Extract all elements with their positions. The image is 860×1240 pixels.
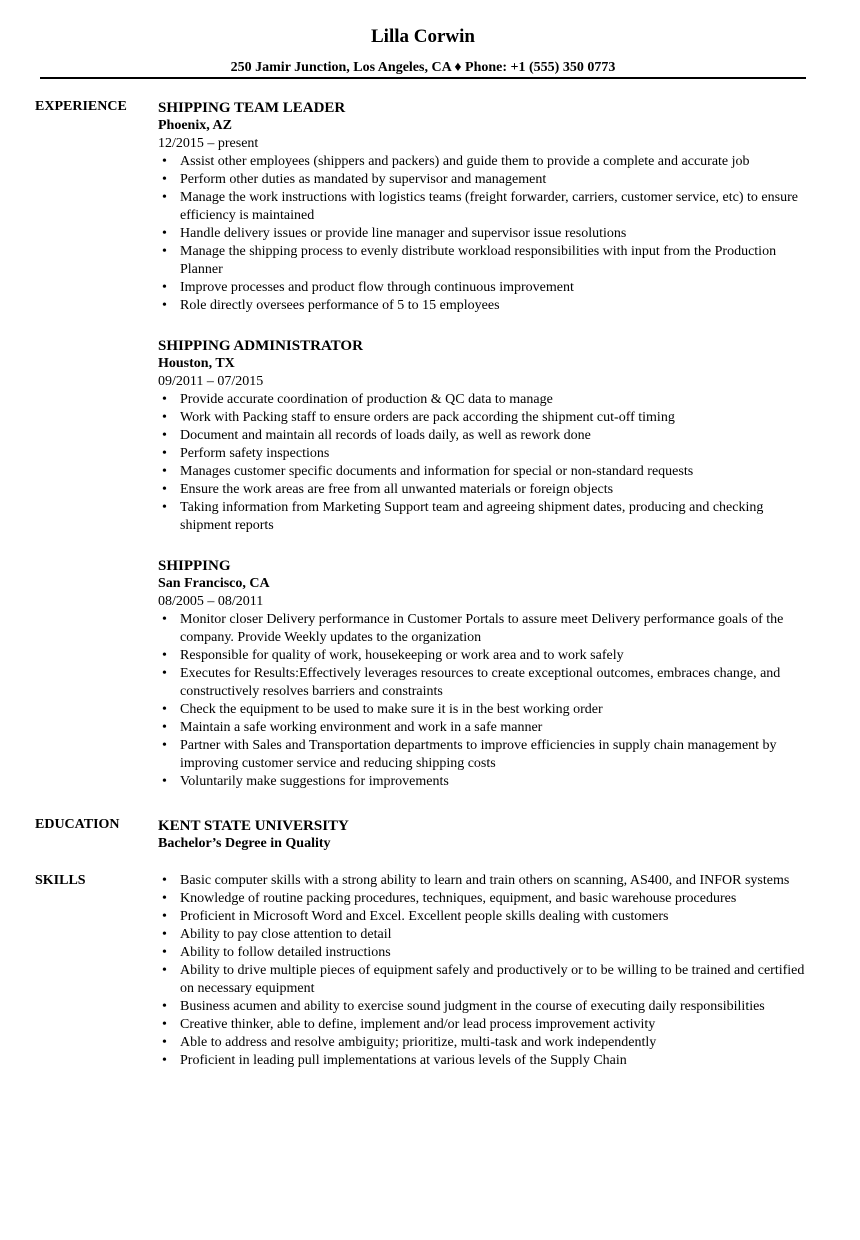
list-item: • Check the equipment to be used to make sure it is in the best working order: [180, 701, 818, 719]
list-item: • Able to address and resolve ambiguity; prioritize, multi-task and work independently: [180, 1034, 818, 1052]
education-heading: EDUCATION: [35, 817, 120, 832]
list-item: • Monitor closer Delivery performance in Customer Portals to assure meet Delivery performance goals of the company. Provide Weekly updates to the organization: [180, 611, 818, 647]
skills-list: [158, 872, 818, 1070]
list-item: • Ability to pay close attention to detail: [180, 926, 818, 944]
job-entry: [158, 557, 818, 791]
job-entry: [158, 337, 818, 535]
job-dates: 12/2015 – present: [158, 136, 259, 151]
list-item: • Perform other duties as mandated by supervisor and management: [180, 171, 818, 189]
list-item: • Role directly oversees performance of 5 to 15 employees: [180, 297, 818, 315]
job-location: Houston, TX: [158, 356, 235, 371]
list-item: • Ability to drive multiple pieces of equipment safely and productively or to be willing to be trained and certified on necessary equipment: [180, 962, 818, 998]
job-location: San Francisco, CA: [158, 576, 270, 591]
education-entry: [158, 817, 818, 853]
candidate-name: Lilla Corwin: [371, 26, 475, 47]
list-item: • Handle delivery issues or provide line manager and supervisor issue resolutions: [180, 225, 818, 243]
list-item: • Knowledge of routine packing procedures, techniques, equipment, and basic warehouse procedures: [180, 890, 818, 908]
job-bullets: [158, 611, 818, 791]
list-item: • Basic computer skills with a strong ability to learn and train others on scanning, AS400, and INFOR systems: [180, 872, 818, 890]
job-title: SHIPPING TEAM LEADER: [158, 100, 346, 116]
list-item: • Voluntarily make suggestions for improvements: [180, 773, 818, 791]
school-name: KENT STATE UNIVERSITY: [158, 818, 349, 834]
contact-line: 250 Jamir Junction, Los Angeles, CA ♦ Phone: +1 (555) 350 0773: [230, 60, 616, 75]
skills-bullets: [158, 872, 818, 1070]
job-bullets: [158, 153, 818, 315]
list-item: • Maintain a safe working environment and work in a safe manner: [180, 719, 818, 737]
list-item: • Ensure the work areas are free from all unwanted materials or foreign objects: [180, 481, 818, 499]
list-item: • Proficient in Microsoft Word and Excel. Excellent people skills dealing with customers: [180, 908, 818, 926]
list-item: • Manage the shipping process to evenly distribute workload responsibilities with input from the Production Planner: [180, 243, 818, 279]
job-title: SHIPPING: [158, 558, 231, 574]
header-divider: [40, 77, 806, 79]
degree: Bachelor’s Degree in Quality: [158, 836, 331, 851]
list-item: • Proficient in leading pull implementations at various levels of the Supply Chain: [180, 1052, 818, 1070]
list-item: • Responsible for quality of work, housekeeping or work area and to work safely: [180, 647, 818, 665]
job-dates: 08/2005 – 08/2011: [158, 594, 264, 609]
list-item: • Executes for Results:Effectively leverages resources to create exceptional outcomes, embraces change, and constructively resolves barriers and constraints: [180, 665, 818, 701]
skills-heading: SKILLS: [35, 873, 86, 888]
experience-heading: EXPERIENCE: [35, 99, 127, 114]
list-item: • Partner with Sales and Transportation departments to improve efficiencies in supply chain management by improving customer service and reducing shipping costs: [180, 737, 818, 773]
list-item: • Provide accurate coordination of production & QC data to manage: [180, 391, 818, 409]
job-entry: [158, 99, 818, 315]
list-item: • Manage the work instructions with logistics teams (freight forwarder, carriers, customer service, etc) to ensure efficiency is maintained: [180, 189, 818, 225]
list-item: • Perform safety inspections: [180, 445, 818, 463]
list-item: • Work with Packing staff to ensure orders are pack according the shipment cut-off timing: [180, 409, 818, 427]
list-item: • Taking information from Marketing Support team and agreeing shipment dates, producing and checking shipment reports: [180, 499, 818, 535]
job-bullets: [158, 391, 818, 535]
list-item: • Manages customer specific documents and information for special or non-standard requests: [180, 463, 818, 481]
job-dates: 09/2011 – 07/2015: [158, 374, 264, 389]
list-item: • Assist other employees (shippers and packers) and guide them to provide a complete and accurate job: [180, 153, 818, 171]
list-item: • Improve processes and product flow through continuous improvement: [180, 279, 818, 297]
list-item: • Document and maintain all records of loads daily, as well as rework done: [180, 427, 818, 445]
list-item: • Creative thinker, able to define, implement and/or lead process improvement activity: [180, 1016, 818, 1034]
list-item: • Ability to follow detailed instructions: [180, 944, 818, 962]
list-item: • Business acumen and ability to exercise sound judgment in the course of executing daily responsibilities: [180, 998, 818, 1016]
job-location: Phoenix, AZ: [158, 118, 232, 133]
job-title: SHIPPING ADMINISTRATOR: [158, 338, 363, 354]
